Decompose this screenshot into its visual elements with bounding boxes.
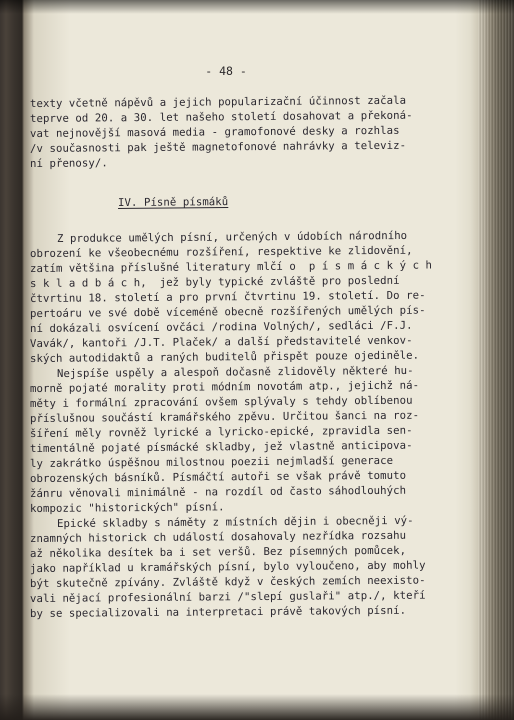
text-line: morně pojaté morality proti módním novotám atp., jejichž ná- [29,378,420,395]
text-line: čtvrtinu 18. století a pro první čtvrtinu 19. století. Do re- [29,288,426,305]
text-line: ní přenosy/. [29,156,108,170]
text-line: s k l a d b á c h, jež byly typické zvláště pro poslední [29,273,400,290]
text-line: šíření měly rovněž lyrické a lyricko-epické, zpravidla sen- [29,423,413,440]
text-line: znamných historick ch událostí dosahovaly nezřídka rozsahu [29,528,407,545]
text-line: timentálně pojaté písmácké skladby, jež vlastně anticipova- [29,438,413,455]
text-line: Z produkce umělých písní, určených v údobích národního [56,228,408,245]
text-line: příslušnou součástí kramářského zpěvu. Určitou šanci na roz- [29,408,420,425]
text-line: žánru věnovali minimálně - na rozdíl od často sáhodlouhých [29,483,407,500]
text-line: Nejspíše uspěly a alespoň dočasně zlidověly některé hu- [56,363,414,380]
text-line: ní dokázali osvícení ovčáci /rodina Volných/, sedláci /F.J. [29,318,413,335]
bottom-shadow [0,694,514,720]
text-line: kompozic "historických" písní. [29,500,225,515]
text-line: ských autodidaktů a raných buditelů přispět pouze ojediněle. [29,348,420,365]
text-line: obrozenských básníků. Písmáčtí autoři se však právě tomuto [29,468,407,485]
text-line: zatím většina příslušné literatury mlčí o p í s m á c k ý c h [29,258,433,275]
text-line: obrození ke všeobecnému rozšíření, respektive ke zlidovění, [29,243,413,260]
text-line: měty i formální zpracování ovšem splývaly s tehdy oblíbenou [29,393,413,410]
text-line: Epické skladby s náměty z místních dějin i obecněji vý- [56,513,414,530]
text-line: ly zakrátko úspěšnou milostnou poezii nejmladší generace [29,453,394,470]
text-line: Vavák/, kantoři /J.T. Plaček/ a další představitelé venkov- [29,333,413,350]
section-heading: IV. Písně písmáků [117,195,229,209]
text-line: až několika desítek ba i set veršů. Bez písemných pomůcek, [29,543,407,560]
text-line: vat nejnovější masová media - gramofonové desky a rozhlas [29,123,400,140]
text-line: jako například u kramářských písní, bylo vyloučeno, aby mohly [29,558,426,575]
text-line: pertoáru ve své době víceméně obecně rozšířených umělých pís- [29,303,426,320]
text-line: teprve od 20. a 30. let našeho století dosahovat a překoná- [29,108,413,125]
page-number: - 48 - [205,64,247,78]
text-line: být skutečně zpívány. Zvláště když v českých zemích neexisto- [29,573,426,590]
text-line: by se specializovali na interpretaci právě takových písní. [29,603,407,620]
text-line: vali nějací profesionální barzi /"slepí guslaři" atp./, kteří [29,588,426,605]
text-line: texty včetně nápěvů a jejich popularizační účinnost začala [29,93,407,110]
text-line: /v současnosti pak ještě magnetofonové nahrávky a televiz- [29,138,407,155]
